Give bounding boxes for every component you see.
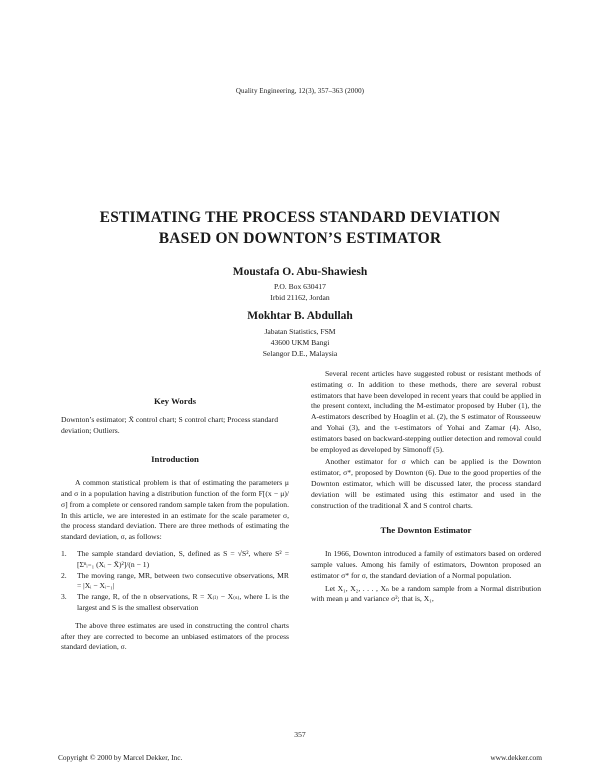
affiliation-line: Irbid 21162, Jordan (270, 293, 330, 302)
right-column (311, 369, 541, 605)
list-item (61, 592, 289, 614)
author-2-name: Mokhtar B. Abdullah (247, 310, 353, 322)
robust-methods-paragraph: Several recent articles have suggested robust or resistant methods of estimating σ. In addition to these methods, there are several robust estimators that have been developed in recent years that could be applied in the present context, including the M-estimator proposed by Huber (1), the A-estimators described by Hoaglin et al. (2), the S estimator of Rousseeuw and Yohai (3), and the τ-estimators of Yohai and Zamar (4). Also, estimators based on backward-stepping outlier detection and removal could be employed as developed by Simonoff (5). (311, 369, 541, 454)
affiliation-line: P.O. Box 630417 (274, 282, 326, 291)
page-number: 357 (294, 730, 306, 739)
left-column (61, 396, 289, 653)
downton-intro-paragraph: Another estimator for σ which can be applied is the Downton estimator, σ*, proposed by Downton (6). Due to the good properties of the Downton estimator, which will be discussed later, the process standard deviation will be estimated using this estimator and used in the construction of the traditional X̄ and S control charts. (311, 457, 541, 510)
list-item-number: 1. (61, 548, 67, 558)
author-1-name: Moustafa O. Abu-Shawiesh (232, 266, 368, 278)
copyright-notice: Copyright © 2000 by Marcel Dekker, Inc. (58, 753, 183, 762)
list-item-number: 3. (61, 592, 67, 602)
author-2-affiliation (0, 326, 600, 359)
paper-title (40, 207, 560, 249)
keywords-heading: Key Words (153, 396, 197, 406)
title-line-2: BASED ON DOWNTON’S ESTIMATOR (158, 230, 442, 247)
intro-paragraph-1: A common statistical problem is that of estimating the parameters μ and σ in a population having a distribution function of the form F[(x − μ)/σ] from a complete or censored random sample taken from the population. In this article, we are interested in an estimate for the scale parameter σ, the process standard deviation. There are three methods of estimating the standard deviation, σ, as follows: (61, 478, 289, 542)
list-item-text: The moving range, MR, between two consecutive observations, MR = |Xᵢ − Xᵢ₋₁| (77, 570, 289, 591)
intro-paragraph-2: The above three estimates are used in constructing the control charts after they are corrected to become an unbiased estimators of the process standard deviation, σ. (61, 620, 289, 652)
list-item-number: 2. (61, 570, 67, 580)
estimation-methods-list (61, 549, 289, 614)
introduction-heading: Introduction (151, 454, 199, 465)
publisher-website: www.dekker.com (490, 753, 542, 762)
list-item (61, 549, 289, 571)
downton-paragraph-1: In 1966, Downton introduced a family of estimators based on ordered sample values. Among his family of estimators, Downton proposed an estimator σ* for σ, the standard deviation of a Normal population. (311, 549, 541, 580)
affiliation-line: Selangor D.E., Malaysia (262, 349, 338, 358)
author-1-affiliation (0, 281, 600, 303)
list-item-text: The sample standard deviation, S, defined as S = √S², where S² = [Σⁿᵢ₌₁ (Xᵢ − X̄)²]/(n − 1) (77, 548, 289, 569)
title-line-1: ESTIMATING THE PROCESS STANDARD DEVIATION (99, 209, 501, 226)
downton-estimator-heading: The Downton Estimator (380, 525, 472, 536)
keywords-text: Downton’s estimator; X̄ control chart; S control chart; Process standard deviation; Outliers. (61, 414, 279, 435)
list-item (61, 571, 289, 593)
downton-paragraph-2: Let X₁, X₂, . . . , Xₙ be a random sample from a Normal distribution with mean μ and variance σ²; that is, X₁, (311, 583, 541, 604)
journal-citation: Quality Engineering, 12(3), 357–363 (2000) (235, 87, 365, 95)
affiliation-line: 43600 UKM Bangi (270, 338, 330, 347)
affiliation-line: Jabatan Statistics, FSM (264, 327, 336, 336)
list-item-text: The range, R, of the n observations, R = X₍ₗ₎ − X₍ₛ₎, where L is the largest and S is the smallest observation (77, 592, 289, 612)
